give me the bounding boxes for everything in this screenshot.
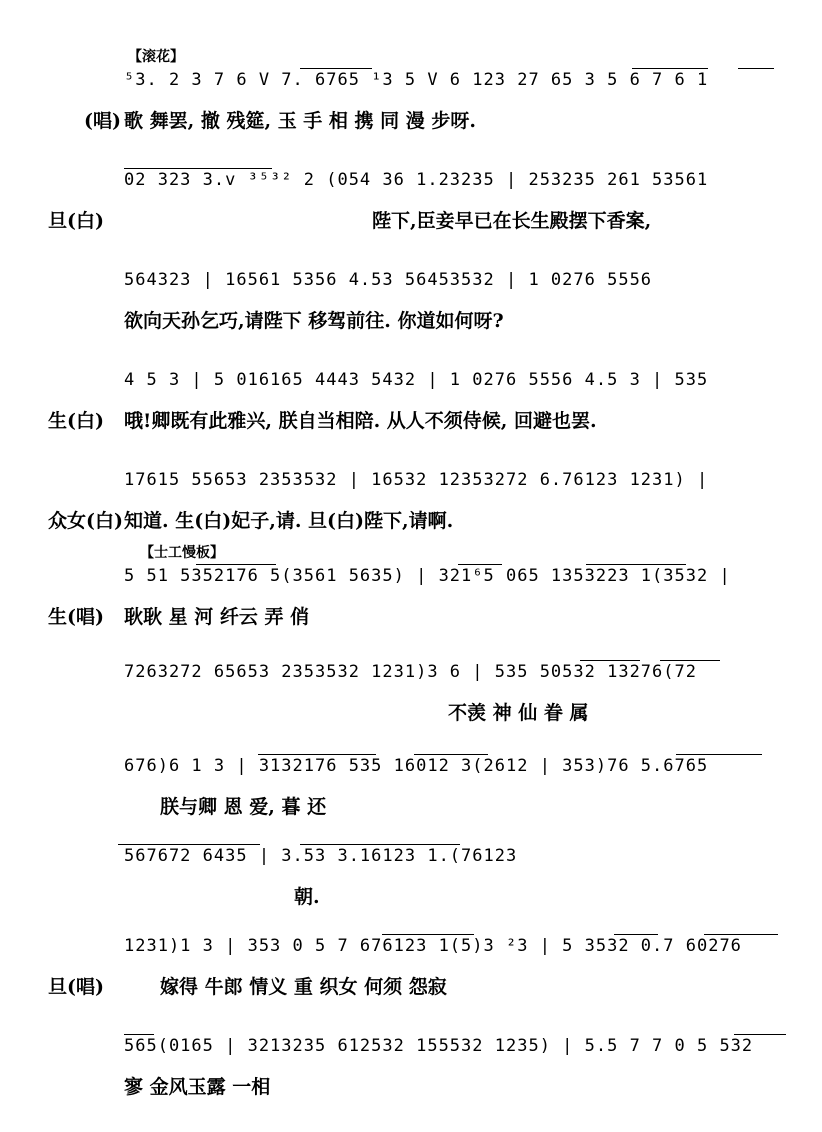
notation: 7263272 65653 2353532 1231)3 6 | 535 50532 13276(72 [124,662,697,682]
slur-mark [196,564,276,565]
notation: 1231)1 3 | 353 0 5 7 676123 1(5)3 ²3 | 5 3532 0.7 60276 [124,936,742,956]
notation: 4 5 3 | 5 016165 4443 5432 | 1 0276 5556 4.5 3 | 535 [124,370,709,390]
slur-mark [300,844,460,845]
slur-mark [580,660,640,661]
notation: 567672 6435 | 3.53 3.16123 1.(76123 [124,846,518,866]
slur-mark [614,934,658,935]
slur-mark [300,68,372,69]
slur-mark [118,844,260,845]
lyric-text: 不羡 神 仙 眷 属 [448,702,589,724]
role-label: 生(唱) [48,606,104,628]
slur-mark [124,1034,154,1035]
slur-mark [458,564,502,565]
notation: ⁵3. 2 3 7 6 V 7. 6765 ¹3 5 V 6 123 27 65 3 5 6 7 6 1 [124,70,709,90]
notation: 565(0165 | 3213235 612532 155532 1235) | 5.5 7 7 0 5 532 [124,1036,754,1056]
lyric-text: 陛下,臣妾早已在长生殿摆下香案, [372,210,652,232]
role-label: 旦(白) [48,210,104,232]
notation: 02 323 3.v ³⁵³² 2 (054 36 1.23235 | 253235 261 53561 [124,170,709,190]
lyric-text: 知道. 生(白)妃子,请. 旦(白)陛下,请啊. [124,510,454,532]
slur-mark [738,68,774,69]
slur-mark [586,564,686,565]
slur-mark [660,660,720,661]
lyric-text: 寥 金风玉露 一相 [124,1076,271,1098]
slur-mark [258,754,376,755]
role-label: (唱) [84,110,121,132]
notation: 564323 | 16561 5356 4.53 56453532 | 1 0276 5556 [124,270,653,290]
lyric-text: 耿耿 星 河 纤云 弄 俏 [124,606,310,628]
slur-mark [704,934,778,935]
role-label: 旦(唱) [48,976,104,998]
lyric-text: 朕与卿 恩 爱, 暮 还 [160,796,327,818]
section-label-shigong-manban: 【士工慢板】 [140,545,224,561]
section-label-gunhua: 【滚花】 [128,49,184,65]
notation: 5 51 5352176 5(3561 5635) | 321⁶5 065 1353223 1(3532 | [124,566,731,586]
slur-mark [676,754,762,755]
slur-mark [382,934,474,935]
lyric-text: 欲向天孙乞巧,请陛下 移驾前往. 你道如何呀? [124,310,504,332]
lyric-text: 哦!卿既有此雅兴, 朕自当相陪. 从人不须侍候, 回避也罢. [124,410,597,432]
slur-mark [632,68,708,69]
slur-mark [124,168,272,169]
notation: 17615 55653 2353532 | 16532 12353272 6.76123 1231) | [124,470,709,490]
notation: 676)6 1 3 | 3132176 535 16012 3(2612 | 353)76 5.6765 [124,756,709,776]
lyric-text: 歌 舞罢, 撤 残筵, 玉 手 相 携 同 漫 步呀. [124,110,476,132]
role-label: 众女(白) [48,510,123,532]
lyric-text: 嫁得 牛郎 情义 重 织女 何须 怨寂 [160,976,447,998]
slur-mark [414,754,488,755]
role-label: 生(白) [48,410,104,432]
lyric-text: 朝. [294,886,320,908]
slur-mark [734,1034,786,1035]
